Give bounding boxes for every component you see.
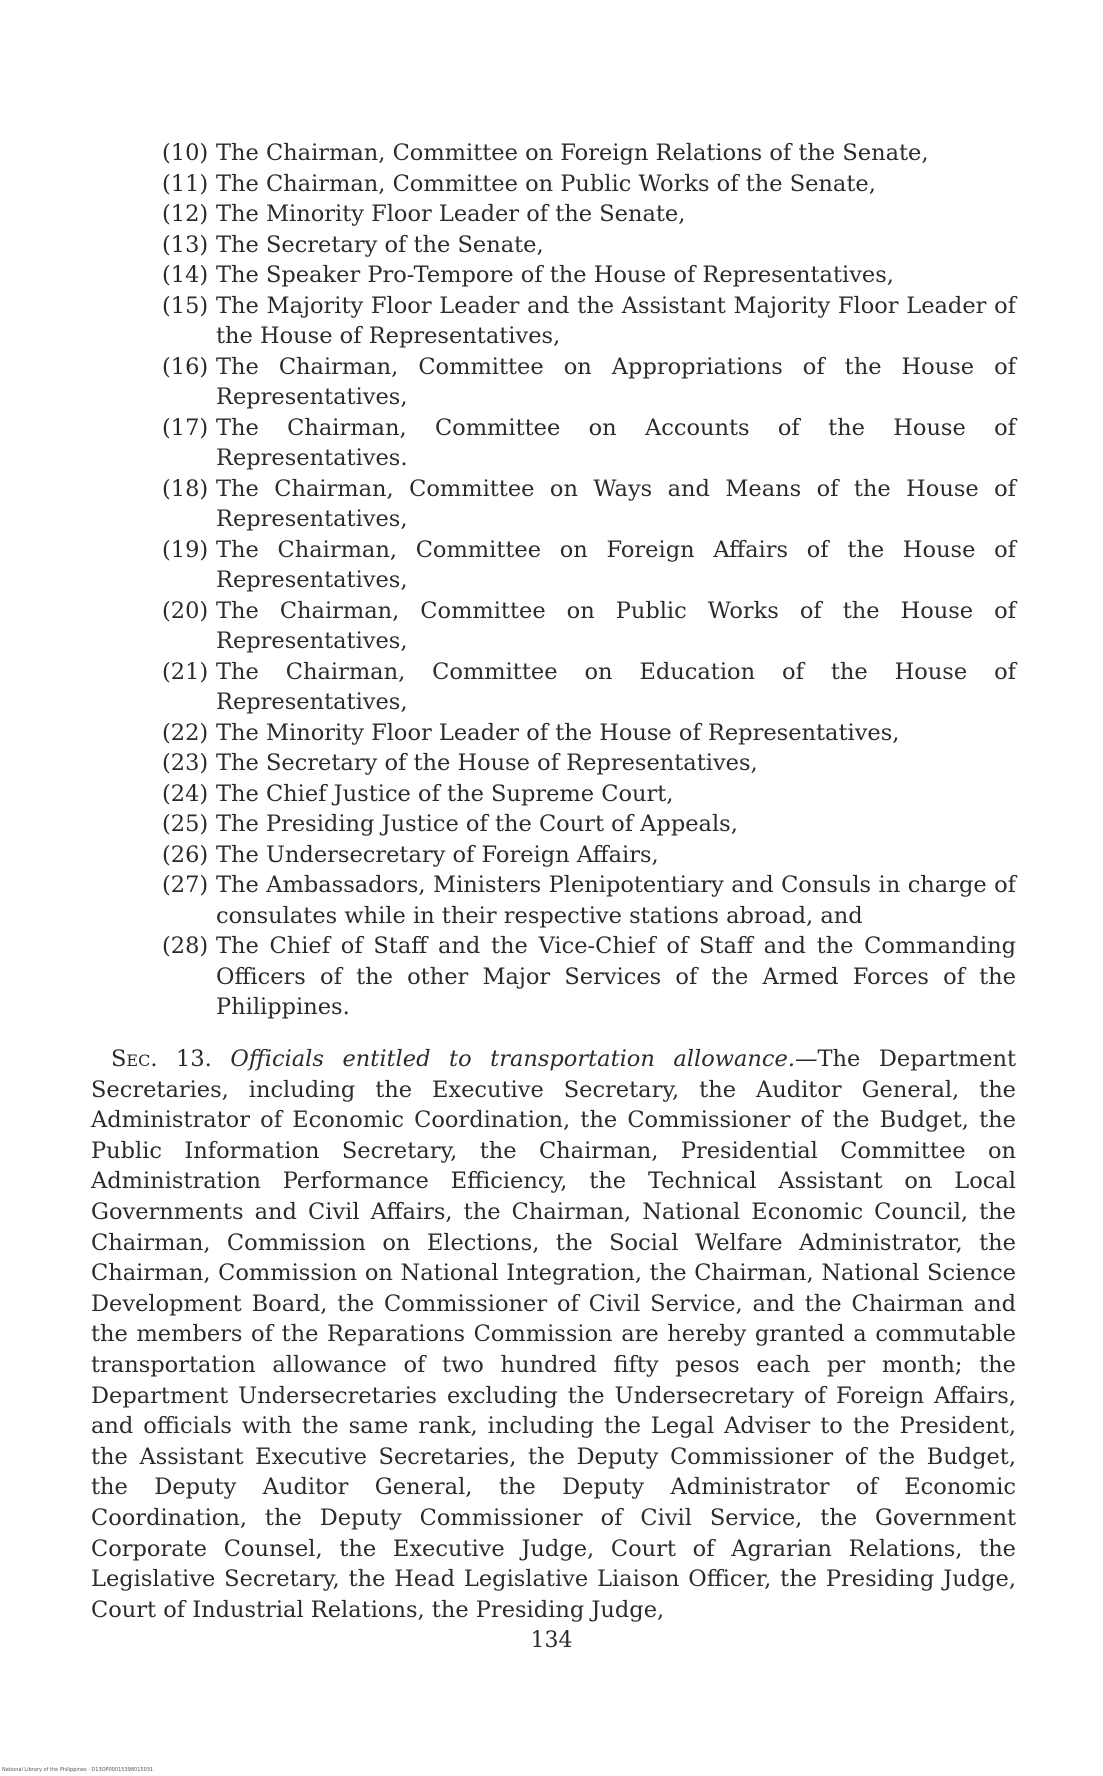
list-item-text: The Chairman, Committee on Foreign Relations of the Senate, (216, 140, 929, 166)
list-item-number: (15) (162, 292, 209, 319)
list-item (162, 931, 1016, 1023)
list-item-text: The Secretary of the House of Representatives, (216, 750, 758, 776)
list-item (162, 169, 1016, 200)
list-item-text: The Chief Justice of the Supreme Court, (216, 780, 674, 807)
list-item (162, 138, 1016, 169)
list-item-number: (17) (162, 414, 209, 441)
list-item-number: (13) (162, 231, 209, 258)
section-body: The Department Secretaries, including the Executive Secretary, the Auditor General, the Administrator of Economic Coordination, the Commissioner of the Budget, the Public Information Secretary, the Chairman, Presidential Committee on Administration Performance Efficiency, the Technical Assistant on Local Governments and Civil Affairs, the Chairman, National Economic Council, the Chairman, Commission on Elections, the Social Welfare Administrator, the Chairman, Commission on National Integration, the Chairman, National Science Development Board, the Commissioner of Civil Service, and the Chairman and the members of the Reparations Commission are hereby granted a commutable transportation allowance of two hundred fifty pesos each per month; the Department Undersecretaries excluding the Undersecretary of Foreign Affairs, and officials with the same rank, including the Legal Adviser to the President, the Assistant Executive Secretaries, the Deputy Commissioner of the Budget, the Deputy Auditor General, the Deputy Administrator of Economic Coordination, the Deputy Commissioner of Civil Service, the Government Corporate Counsel, the Executive Judge, Court of Agrarian Relations, the Legislative Secretary, the Head Legislative Liaison Officer, the Presiding Judge, Court of Industrial Relations, the Presiding Judge, (91, 1046, 1016, 1623)
list-item-text: The Chairman, Committee on Education of the House of Representatives, (216, 658, 1016, 715)
list-item-number: (19) (162, 536, 209, 563)
list-item (162, 748, 1016, 779)
section-13-paragraph (91, 1044, 1016, 1625)
list-item-text: The Chairman, Committee on Accounts of the House of Representatives. (216, 414, 1016, 471)
list-item-number: (16) (162, 353, 209, 380)
list-item-number: (20) (162, 597, 209, 624)
list-item-number: (27) (162, 872, 209, 898)
list-item (162, 535, 1016, 596)
list-item-text: The Chairman, Committee on Ways and Means of the House of Representatives, (216, 475, 1016, 532)
list-item (162, 870, 1016, 931)
list-item-text: The Speaker Pro-Tempore of the House of Representatives, (216, 262, 894, 288)
list-item (162, 596, 1016, 657)
section-label: Sec. 13. (111, 1046, 212, 1072)
list-item-text: The Chairman, Committee on Public Works of the Senate, (216, 170, 876, 197)
list-item (162, 260, 1016, 291)
list-item-text: The Chairman, Committee on Public Works of the House of Representatives, (216, 597, 1016, 654)
list-item-number: (23) (162, 750, 209, 776)
list-item-text: The Presiding Justice of the Court of Appeals, (216, 811, 738, 837)
list-item-text: The Secretary of the Senate, (216, 231, 544, 258)
list-item-text: The Minority Floor Leader of the Senate, (216, 201, 686, 227)
list-item-text: The Majority Floor Leader and the Assistant Majority Floor Leader of the House of Representatives, (216, 292, 1016, 349)
list-item-text: The Chairman, Committee on Appropriations of the House of Representatives, (216, 353, 1016, 410)
archive-footer: National Library of the Philippines · D13OP00015398015031 (2, 1767, 154, 1773)
list-item (162, 199, 1016, 230)
list-item-number: (21) (162, 658, 209, 685)
list-item (162, 718, 1016, 749)
list-item-number: (28) (162, 933, 209, 959)
list-item-text: The Ambassadors, Ministers Plenipotentiary and Consuls in charge of consulates while in their respective stations abroad, and (216, 872, 1016, 929)
list-item-text: The Undersecretary of Foreign Affairs, (216, 841, 659, 868)
list-item-number: (14) (162, 262, 209, 288)
list-item-number: (26) (162, 841, 209, 868)
list-item (162, 657, 1016, 718)
list-item (162, 809, 1016, 840)
list-item (162, 474, 1016, 535)
list-item-text: The Chief of Staff and the Vice-Chief of Staff and the Commanding Officers of the other Major Services of the Armed Forces of the Philippines. (216, 933, 1016, 1020)
numbered-list (162, 138, 1016, 1023)
list-item-number: (24) (162, 780, 209, 807)
list-item-text: The Minority Floor Leader of the House of Representatives, (216, 719, 900, 746)
list-item (162, 413, 1016, 474)
list-item (162, 779, 1016, 810)
list-item-number: (22) (162, 719, 209, 746)
list-item-text: The Chairman, Committee on Foreign Affairs of the House of Representatives, (216, 536, 1016, 593)
list-item-number: (10) (162, 140, 209, 166)
section-dash: — (794, 1046, 818, 1072)
list-item (162, 291, 1016, 352)
list-item (162, 840, 1016, 871)
list-item-number: (12) (162, 201, 209, 227)
list-item-number: (18) (162, 475, 209, 502)
page-number: 134 (530, 1628, 573, 1653)
list-item (162, 230, 1016, 261)
list-item-number: (25) (162, 811, 209, 837)
list-item-number: (11) (162, 170, 209, 197)
list-item (162, 352, 1016, 413)
section-heading: Officials entitled to transportation allowance. (230, 1046, 795, 1072)
